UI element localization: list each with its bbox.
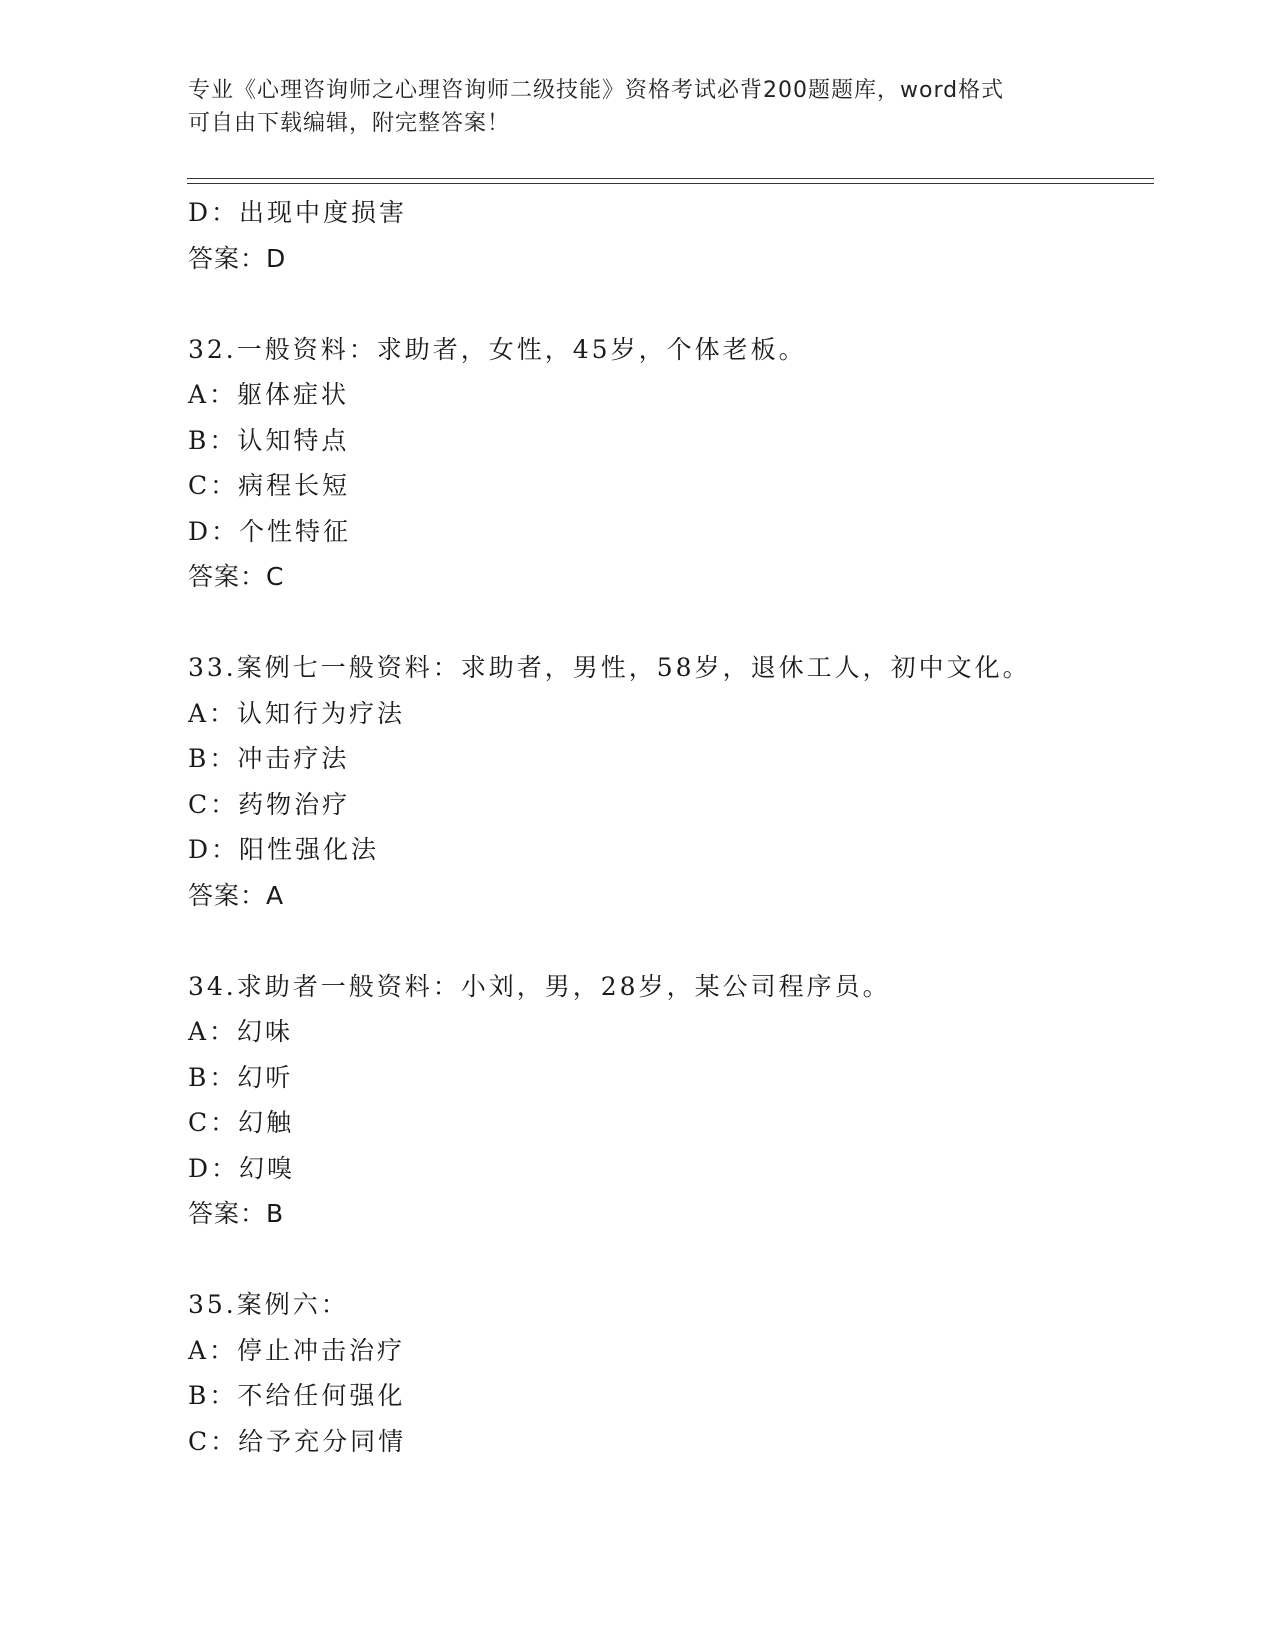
- option-c: C：给予充分同情: [188, 1426, 407, 1456]
- answer-line: 答案：A: [188, 880, 285, 910]
- header-rule-top: [187, 178, 1154, 179]
- option-b: B：不给任何强化: [188, 1381, 406, 1410]
- option-b: B：认知特点: [188, 425, 350, 455]
- question-stem: 32.一般资料：求助者，女性，45岁，个体老板。: [188, 334, 807, 364]
- option-c: C：药物治疗: [188, 789, 351, 819]
- question-stem: 33.案例七一般资料：求助者，男性，58岁，退休工人，初中文化。: [188, 653, 1031, 682]
- option-b: B：幻听: [188, 1062, 294, 1092]
- option-d: D：出现中度损害: [188, 198, 408, 227]
- option-d: D：个性特征: [188, 516, 352, 546]
- option-a: A：停止冲击治疗: [188, 1335, 406, 1365]
- option-d: D：阳性强化法: [188, 835, 380, 864]
- header-rule-bottom: [187, 183, 1154, 184]
- option-a: A：躯体症状: [188, 380, 350, 409]
- header-title-line-2: 可自由下载编辑，附完整答案！: [188, 111, 511, 136]
- option-b: B：冲击疗法: [188, 744, 350, 773]
- option-c: C：病程长短: [188, 471, 351, 500]
- question-list: [188, 190, 1148, 1464]
- option-d: D：幻嗅: [188, 1153, 296, 1183]
- answer-line: 答案：B: [188, 1199, 285, 1228]
- spacer: [188, 1237, 1148, 1283]
- spacer: [188, 600, 1148, 646]
- header-title-line-1: 专业《心理咨询师之心理咨询师二级技能》资格考试必背200题题库，word格式: [188, 78, 1005, 103]
- option-c: C：幻触: [188, 1108, 295, 1137]
- page-header: [188, 74, 1088, 140]
- question-stem: 35.案例六：: [188, 1290, 349, 1319]
- spacer: [188, 918, 1148, 964]
- answer-line: 答案：D: [188, 243, 287, 273]
- answer-line: 答案：C: [188, 562, 285, 591]
- option-a: A：幻味: [188, 1017, 294, 1046]
- option-a: A：认知行为疗法: [188, 698, 406, 728]
- spacer: [188, 281, 1148, 327]
- question-stem: 34.求助者一般资料：小刘，男，28岁，某公司程序员。: [188, 971, 891, 1001]
